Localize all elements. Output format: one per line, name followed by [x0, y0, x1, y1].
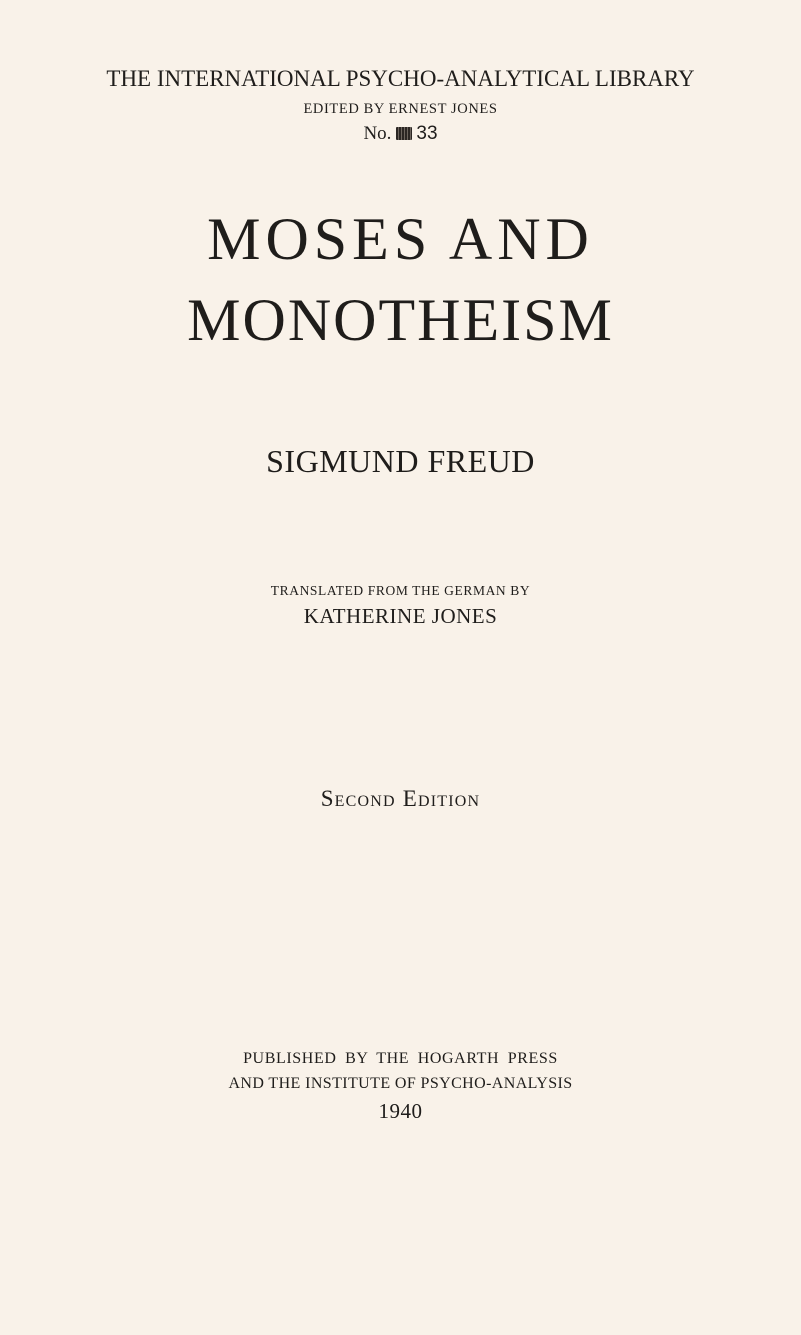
book-title-line-2: MONOTHEISM — [187, 287, 614, 353]
translated-by-label: TRANSLATED FROM THE GERMAN BY — [270, 583, 531, 598]
ink-stamp-mark — [396, 127, 412, 140]
series-title: THE INTERNATIONAL PSYCHO-ANALYTICAL LIBRARY — [106, 66, 695, 91]
publication-year-value: 1940 — [378, 1099, 423, 1123]
translator-name: KATHERINE JONES — [303, 604, 498, 628]
book-title-line-1: MOSES AND — [207, 206, 594, 272]
series-editor: EDITED BY ERNEST JONES — [303, 101, 498, 117]
publication-year — [0, 1099, 801, 1124]
series-number — [0, 123, 801, 145]
edition-label: Second Edition — [320, 786, 481, 811]
publisher-line-2: AND THE INSTITUTE OF PSYCHO-ANALYSIS — [228, 1075, 573, 1092]
author-name: SIGMUND FREUD — [266, 443, 535, 479]
series-number-value: 33 — [416, 123, 438, 144]
publisher-line-1: PUBLISHED BY THE HOGARTH PRESS — [243, 1050, 558, 1067]
series-number-label: No. — [363, 123, 392, 144]
